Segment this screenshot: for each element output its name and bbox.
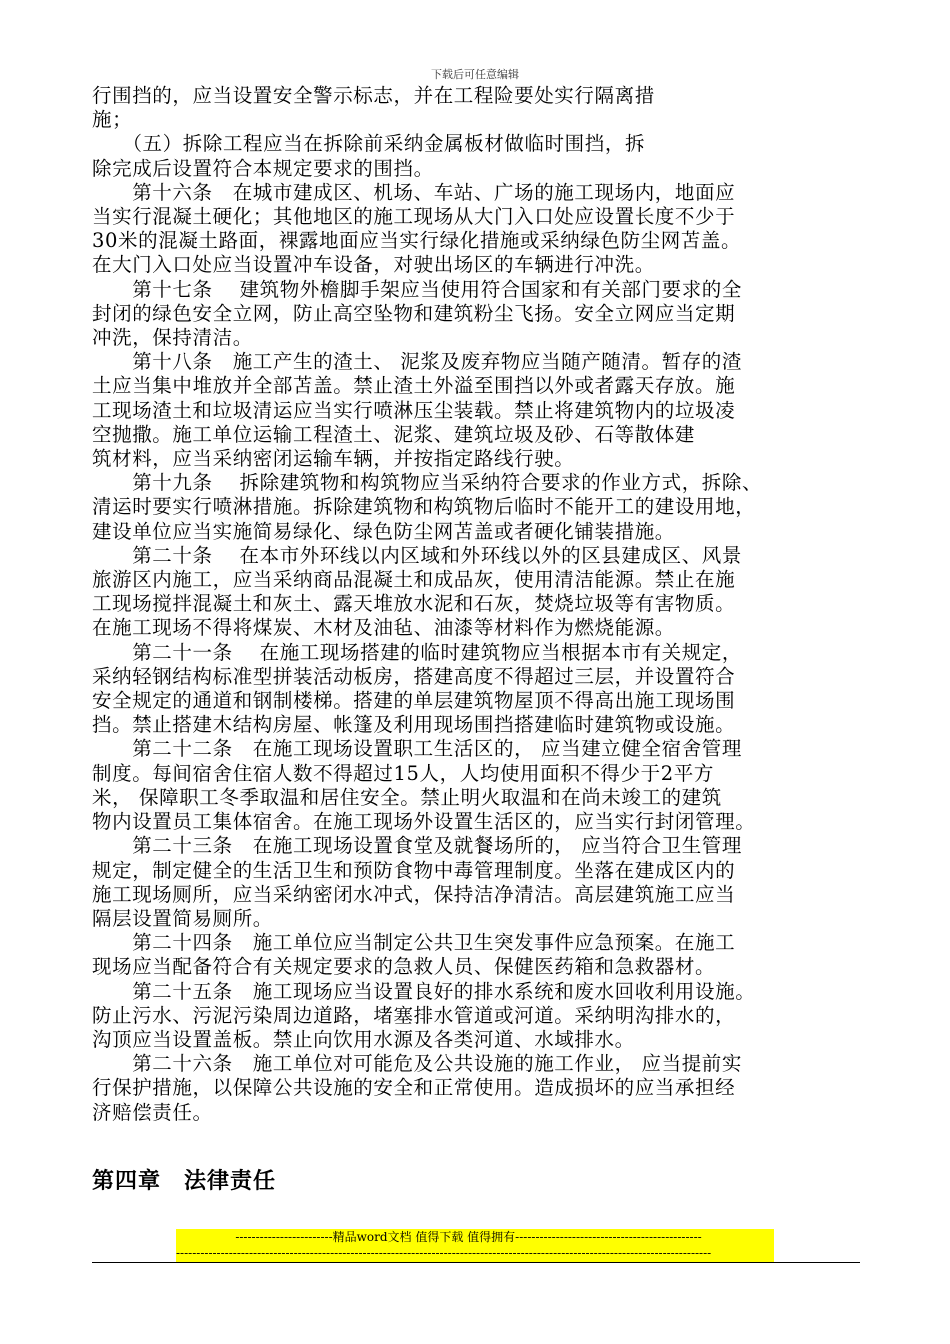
text-line: 第二十四条 施工单位应当制定公共卫生突发事件应急预案。在施工 <box>92 931 736 955</box>
text-line: 30米的混凝土路面，裸露地面应当实行绿化措施或采纳绿色防尘网苫盖。 <box>92 229 742 253</box>
text-line: 安全规定的通道和钢制楼梯。搭建的单层建筑物屋顶不得高出施工现场围 <box>92 689 736 713</box>
text-line: 施工现场厕所，应当采纳密闭水冲式，保持洁净清洁。高层建筑施工应当 <box>92 882 736 906</box>
text-line: 采纳轻钢结构标准型拼装活动板房，搭建高度不得超过三层，并设置符合 <box>92 664 736 688</box>
text-line: 第二十五条 施工现场应当设置良好的排水系统和废水回收利用设施。 <box>92 979 756 1003</box>
text-line: 当实行混凝土硬化；其他地区的施工现场从大门入口处应设置长度不少于 <box>92 205 736 229</box>
text-line: 第二十三条 在施工现场设置食堂及就餐场所的， 应当符合卫生管理 <box>92 834 742 858</box>
text-line: 第二十二条 在施工现场设置职工生活区的， 应当建立健全宿舍管理 <box>92 737 742 761</box>
text-line: 旅游区内施工，应当采纳商品混凝土和成品灰，使用清洁能源。禁止在施 <box>92 568 736 592</box>
text-line: 物内设置员工集体宿舍。在施工现场外设置生活区的，应当实行封闭管理。 <box>92 810 756 834</box>
text-line: 封闭的绿色安全立网，防止高空坠物和建筑粉尘飞扬。安全立网应当定期 <box>92 301 736 325</box>
text-line: 济赔偿责任。 <box>92 1100 213 1124</box>
text-line: 土应当集中堆放并全部苫盖。禁止渣土外溢至围挡以外或者露天存放。施 <box>92 374 736 398</box>
text-line: 挡。禁止搭建木结构房屋、帐篷及利用现场围挡搭建临时建筑物或设施。 <box>92 713 736 737</box>
footer-rule <box>92 1262 860 1263</box>
header-note: 下载后可任意编辑 <box>431 68 519 81</box>
text-line: 除完成后设置符合本规定要求的围挡。 <box>92 156 434 180</box>
text-line: 现场应当配备符合有关规定要求的急救人员、保健医药箱和急救器材。 <box>92 955 716 979</box>
text-line: 工现场搅拌混凝土和灰土、露天堆放水泥和石灰，焚烧垃圾等有害物质。 <box>92 592 736 616</box>
text-line: 在大门入口处应当设置冲车设备，对驶出场区的车辆进行冲洗。 <box>92 253 655 277</box>
text-line: 行保护措施，以保障公共设施的安全和正常使用。造成损坏的应当承担经 <box>92 1076 736 1100</box>
text-line: 米， 保障职工冬季取温和居住安全。禁止明火取温和在尚未竣工的建筑 <box>92 785 722 809</box>
text-line: 工现场渣土和垃圾清运应当实行喷淋压尘装载。禁止将建筑物内的垃圾凌 <box>92 398 736 422</box>
text-line: 隔层设置简易厕所。 <box>92 906 273 930</box>
text-line: 规定，制定健全的生活卫生和预防食物中毒管理制度。坐落在建成区内的 <box>92 858 736 882</box>
text-line: 施； <box>92 108 133 132</box>
text-line: 第十六条 在城市建成区、机场、车站、广场的施工现场内，地面应 <box>92 180 736 204</box>
text-line: 空抛撒。施工单位运输工程渣土、泥浆、建筑垃圾及砂、石等散体建 <box>92 422 696 446</box>
footer-banner-text: ------------------------精品word文档 值得下载 值得拥有---------------------------------------------- <box>235 1230 702 1244</box>
text-line: 第二十条 在本市外环线以内区域和外环线以外的区县建成区、风景 <box>92 543 742 567</box>
text-line: 冲洗，保持清洁。 <box>92 326 253 350</box>
text-line: 第十九条 拆除建筑物和构筑物应当采纳符合要求的作业方式，拆除、 <box>92 471 763 495</box>
footer-banner-dashes: ------------------------------------------------------------------------------------------------------------------------------------ <box>176 1246 712 1260</box>
text-line: 清运时要实行喷淋措施。拆除建筑物和构筑物后临时不能开工的建设用地， <box>92 495 756 519</box>
text-line: 筑材料，应当采纳密闭运输车辆，并按指定路线行驶。 <box>92 447 575 471</box>
text-line: 在施工现场不得将煤炭、木材及油毡、油漆等材料作为燃烧能源。 <box>92 616 675 640</box>
text-line: 行围挡的，应当设置安全警示标志，并在工程险要处实行隔离措 <box>92 84 655 107</box>
text-line: 第十七条 建筑物外檐脚手架应当使用符合国家和有关部门要求的全 <box>92 277 742 301</box>
text-line: 第二十一条 在施工现场搭建的临时建筑物应当根据本市有关规定， <box>92 640 742 664</box>
text-line: 防止污水、污泥污染周边道路，堵塞排水管道或河道。采纳明沟排水的， <box>92 1003 736 1027</box>
text-line: 建设单位应当实施简易绿化、绿色防尘网苫盖或者硬化铺装措施。 <box>92 519 675 543</box>
chapter-heading: 第四章 法律责任 <box>92 1169 277 1194</box>
text-line: （五）拆除工程应当在拆除前采纳金属板材做临时围挡，拆 <box>92 132 646 156</box>
document-body <box>92 84 867 1125</box>
text-line: 第二十六条 施工单位对可能危及公共设施的施工作业， 应当提前实 <box>92 1052 742 1076</box>
text-line: 第十八条 施工产生的渣土、 泥浆及废弃物应当随产随清。暂存的渣 <box>92 350 742 374</box>
text-line: 制度。每间宿舍住宿人数不得超过15人，人均使用面积不得少于2平方 <box>92 761 714 785</box>
text-line: 沟顶应当设置盖板。禁止向饮用水源及各类河道、水域排水。 <box>92 1027 635 1051</box>
